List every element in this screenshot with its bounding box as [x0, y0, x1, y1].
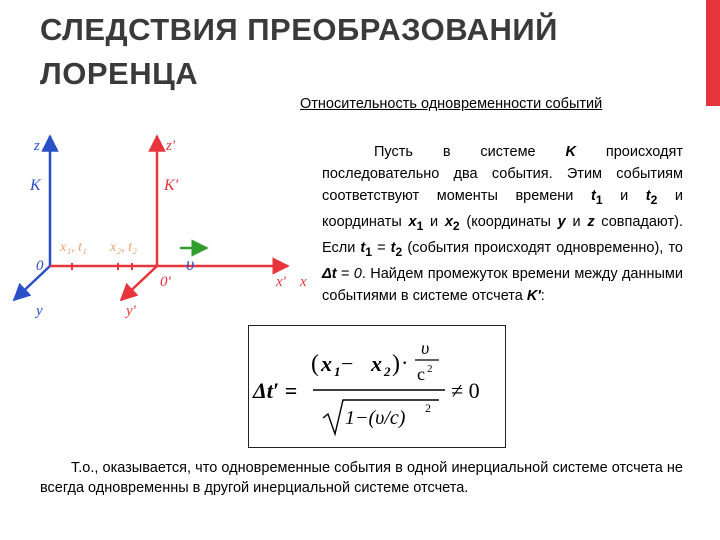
body-and-3: и [565, 213, 588, 230]
origin-prime-label: 0' [160, 274, 171, 290]
body-text-8: . Найдем промежуток времени между данными событиями в системе отсчета [322, 265, 684, 304]
x-label: x [300, 274, 307, 290]
velocity-label: υ [186, 254, 195, 274]
formula-neq: ≠ 0 [451, 378, 480, 403]
t2-sub: 2 [650, 192, 658, 207]
frame-k-prime: K' [526, 287, 541, 304]
formula-x2-sub: 2 [384, 364, 391, 379]
body-and-2: и [423, 213, 445, 230]
formula-paren-open: ( [311, 351, 319, 377]
y-prime-label: y' [126, 303, 136, 319]
formula-paren-close: ) [392, 351, 400, 377]
formula-lhs: Δt′ = [253, 378, 298, 403]
z-prime-label: z' [166, 138, 176, 154]
z-var: z [587, 213, 595, 230]
eq-t1-sub: 1 [365, 244, 372, 259]
x1-var: x [408, 213, 417, 230]
y-axis [14, 266, 50, 300]
conclusion-paragraph: Т.о., оказывается, что одновременные события в одной инерциальной системе отсчета не всегда одновременны в другой инерциальной системе отсчета. [40, 460, 683, 496]
event-1-label: x₁, t₁ [60, 240, 87, 255]
x-prime-label: x' [276, 274, 286, 290]
delta-t: Δt [322, 265, 337, 282]
body-text-7: = [336, 265, 354, 282]
frame-k: K [565, 144, 576, 160]
k-label: K [30, 177, 41, 194]
t1-sub: 1 [595, 192, 603, 207]
formula-c-sup: 2 [427, 363, 433, 375]
x2-sub: 2 [452, 218, 460, 233]
body-paragraph [322, 141, 683, 307]
equals-sign: = [371, 239, 391, 256]
body-text-1: Пусть в системе [374, 144, 566, 160]
body-text-5: совпадают). Если [322, 213, 683, 256]
formula-sqrt-body: 1−(υ/c) [345, 407, 406, 429]
formula-box [248, 325, 506, 448]
section-subtitle: Относительность одновременности событий [300, 96, 603, 112]
formula-x1: x [321, 351, 332, 376]
body-and-1: и [602, 188, 646, 204]
zero-value: 0 [353, 265, 362, 282]
body-text-2: происходят последовательно два события. Этим событиям соответствуют моменты времени [322, 144, 683, 204]
formula-minus: − [341, 351, 354, 376]
z-label: z [34, 138, 40, 154]
y-var: y [557, 213, 566, 230]
body-text-4: (координаты [459, 213, 558, 230]
event-2-label: x₂, t₂ [110, 240, 137, 255]
reference-frames-diagram [0, 118, 320, 330]
body-text-9: : [540, 287, 545, 304]
y-label: y [36, 303, 43, 319]
title-line-1: СЛЕДСТВИЯ ПРЕОБРАЗОВАНИЙ [40, 12, 558, 47]
title-line-2: ЛОРЕНЦА [40, 56, 199, 91]
t2-var: t [645, 188, 651, 204]
eq-t1-var: t [360, 239, 366, 256]
y-prime-axis [121, 266, 157, 300]
x1-sub: 1 [416, 218, 424, 233]
accent-bar [706, 0, 720, 106]
formula-v: υ [421, 338, 430, 358]
formula-c: c [417, 364, 425, 384]
origin-label: 0 [36, 258, 44, 274]
eq-t2-var: t [390, 239, 396, 256]
formula-x1-sub: 1 [334, 364, 341, 379]
body-text-6: (события происходят одновременно), то [402, 239, 683, 256]
time-interval-formula [249, 326, 505, 447]
body-text-3: и координаты [322, 188, 683, 230]
eq-t2-sub: 2 [395, 244, 403, 259]
t1-var: t [590, 188, 596, 204]
page-title [40, 8, 640, 96]
formula-sqrt-sup: 2 [425, 401, 431, 415]
x2-var: x [444, 213, 453, 230]
formula-x2: x [371, 351, 382, 376]
k-prime-label: K' [164, 177, 179, 194]
formula-dot: · [401, 350, 409, 375]
